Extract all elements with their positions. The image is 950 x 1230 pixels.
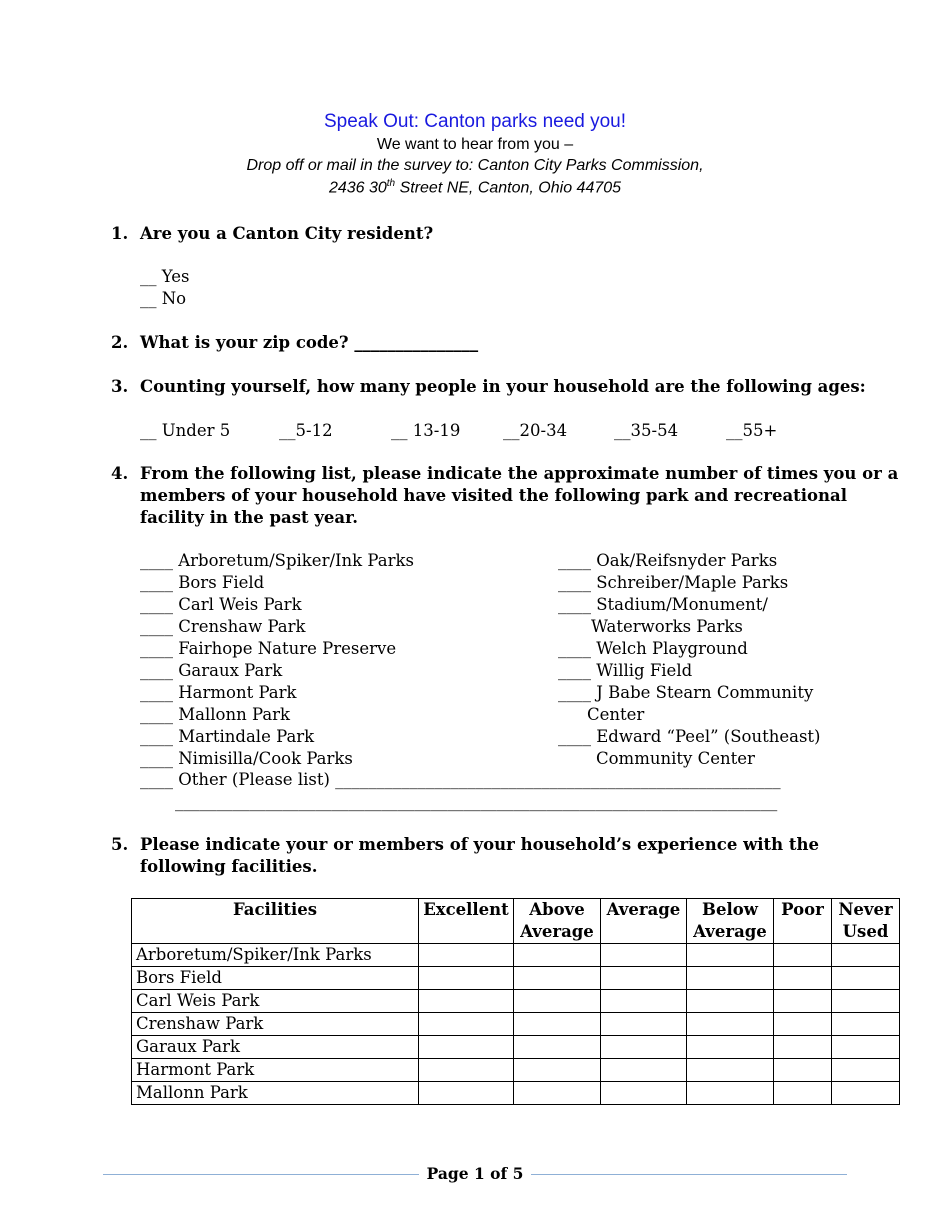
- facility-name: Mallonn Park: [132, 1082, 419, 1105]
- rating-cell[interactable]: [832, 944, 900, 967]
- survey-subtitle: We want to hear from you –: [376, 136, 574, 153]
- visit-j-babe-stearn-cont: Center: [587, 705, 645, 724]
- rating-cell[interactable]: [601, 1059, 687, 1082]
- visit-martindale[interactable]: ____ Martindale Park: [140, 727, 315, 746]
- rating-cell[interactable]: [774, 1082, 832, 1105]
- rating-cell[interactable]: [687, 1036, 774, 1059]
- visit-other[interactable]: ____ Other (Please list) ______________________________________________________: [140, 770, 781, 789]
- col-below-average: Below Average: [687, 899, 774, 944]
- visit-nimisilla[interactable]: ____ Nimisilla/Cook Parks: [140, 749, 353, 768]
- mail-instructions: Drop off or mail in the survey to: Canton City Parks Commission,: [246, 157, 704, 174]
- col-excellent: Excellent: [419, 899, 514, 944]
- rating-cell[interactable]: [601, 1082, 687, 1105]
- zip-code-field: What is your zip code? _______________: [140, 333, 479, 352]
- rating-cell[interactable]: [601, 967, 687, 990]
- visit-bors-field[interactable]: ____ Bors Field: [140, 573, 265, 592]
- table-row: [132, 944, 900, 967]
- table-row: [132, 1059, 900, 1082]
- rating-cell[interactable]: [514, 990, 601, 1013]
- age-20-34[interactable]: __20-34: [503, 421, 568, 440]
- table-row: [132, 1082, 900, 1105]
- col-average: Average: [601, 899, 687, 944]
- age-5-12[interactable]: __5-12: [279, 421, 333, 440]
- rating-cell[interactable]: [419, 990, 514, 1013]
- visit-oak-reifsnyder[interactable]: ____ Oak/Reifsnyder Parks: [558, 551, 778, 570]
- rating-cell[interactable]: [774, 967, 832, 990]
- visit-welch[interactable]: ____ Welch Playground: [558, 639, 748, 658]
- rating-cell[interactable]: [514, 967, 601, 990]
- table-header-row: [132, 899, 900, 944]
- visit-willig[interactable]: ____ Willig Field: [558, 661, 693, 680]
- question-4-text-2: members of your household have visited the following park and recreational: [140, 486, 848, 505]
- rating-cell[interactable]: [419, 944, 514, 967]
- facilities-rating-table: [131, 898, 900, 1105]
- age-55-plus[interactable]: __55+: [726, 421, 778, 440]
- rating-cell[interactable]: [419, 1013, 514, 1036]
- page-footer: [0, 1163, 950, 1185]
- question-5-text-2: following facilities.: [140, 857, 318, 876]
- visit-edward-peel-cont: Community Center: [596, 749, 755, 768]
- facility-name: Arboretum/Spiker/Ink Parks: [132, 944, 419, 967]
- answer-no[interactable]: __ No: [140, 289, 187, 308]
- col-above-average: Above Average: [514, 899, 601, 944]
- facility-name: Harmont Park: [132, 1059, 419, 1082]
- col-never-used: Never Used: [832, 899, 900, 944]
- rating-cell[interactable]: [419, 1082, 514, 1105]
- age-under-5[interactable]: __ Under 5: [140, 421, 231, 440]
- rating-cell[interactable]: [774, 990, 832, 1013]
- rating-cell[interactable]: [514, 1013, 601, 1036]
- rating-cell[interactable]: [601, 1013, 687, 1036]
- table-row: [132, 1036, 900, 1059]
- page-number: Page 1 of 5: [419, 1164, 532, 1183]
- visit-edward-peel[interactable]: ____ Edward “Peel” (Southeast): [558, 727, 821, 746]
- rating-cell[interactable]: [774, 1059, 832, 1082]
- rating-cell[interactable]: [687, 1013, 774, 1036]
- visit-j-babe-stearn[interactable]: ____ J Babe Stearn Community: [558, 683, 814, 702]
- rating-cell[interactable]: [687, 967, 774, 990]
- rating-cell[interactable]: [514, 1059, 601, 1082]
- rating-cell[interactable]: [687, 990, 774, 1013]
- visit-garaux[interactable]: ____ Garaux Park: [140, 661, 283, 680]
- rating-cell[interactable]: [687, 1082, 774, 1105]
- rating-cell[interactable]: [419, 967, 514, 990]
- visit-harmont[interactable]: ____ Harmont Park: [140, 683, 297, 702]
- rating-cell[interactable]: [687, 944, 774, 967]
- rating-cell[interactable]: [832, 1036, 900, 1059]
- table-row: [132, 990, 900, 1013]
- visit-fairhope[interactable]: ____ Fairhope Nature Preserve: [140, 639, 397, 658]
- table-row: [132, 1013, 900, 1036]
- col-poor: Poor: [774, 899, 832, 944]
- question-5-text-1: Please indicate your or members of your household’s experience with the: [140, 835, 820, 854]
- rating-cell[interactable]: [832, 1013, 900, 1036]
- mail-address: 2436 30th Street NE, Canton, Ohio 44705: [328, 178, 622, 197]
- rating-cell[interactable]: [832, 1082, 900, 1105]
- facility-name: Crenshaw Park: [132, 1013, 419, 1036]
- rating-cell[interactable]: [774, 944, 832, 967]
- rating-cell[interactable]: [832, 1059, 900, 1082]
- visit-carl-weis[interactable]: ____ Carl Weis Park: [140, 595, 302, 614]
- rating-cell[interactable]: [514, 1036, 601, 1059]
- visit-arboretum[interactable]: ____ Arboretum/Spiker/Ink Parks: [140, 551, 414, 570]
- visit-mallonn[interactable]: ____ Mallonn Park: [140, 705, 291, 724]
- visit-other-line-2[interactable]: _________________________________________________________________________: [175, 792, 778, 811]
- visit-stadium-cont: Waterworks Parks: [591, 617, 743, 636]
- rating-cell[interactable]: [832, 990, 900, 1013]
- rating-cell[interactable]: [514, 944, 601, 967]
- rating-cell[interactable]: [601, 990, 687, 1013]
- age-35-54[interactable]: __35-54: [614, 421, 679, 440]
- age-13-19[interactable]: __ 13-19: [391, 421, 461, 440]
- facility-name: Carl Weis Park: [132, 990, 419, 1013]
- col-facilities: Facilities: [132, 899, 419, 944]
- answer-yes[interactable]: __ Yes: [140, 267, 190, 286]
- rating-cell[interactable]: [514, 1082, 601, 1105]
- rating-cell[interactable]: [419, 1036, 514, 1059]
- rating-cell[interactable]: [687, 1059, 774, 1082]
- facility-name: Bors Field: [132, 967, 419, 990]
- visit-schreiber[interactable]: ____ Schreiber/Maple Parks: [558, 573, 789, 592]
- survey-title: Speak Out: Canton parks need you!: [323, 111, 627, 132]
- facility-name: Garaux Park: [132, 1036, 419, 1059]
- question-4-text-1: From the following list, please indicate the approximate number of times you or a: [140, 464, 899, 483]
- rating-cell[interactable]: [832, 967, 900, 990]
- visit-stadium[interactable]: ____ Stadium/Monument/: [558, 595, 768, 614]
- table-row: [132, 967, 900, 990]
- rating-cell[interactable]: [601, 1036, 687, 1059]
- rating-cell[interactable]: [601, 944, 687, 967]
- question-4-text-3: facility in the past year.: [140, 508, 359, 527]
- rating-cell[interactable]: [774, 1013, 832, 1036]
- visit-crenshaw[interactable]: ____ Crenshaw Park: [140, 617, 306, 636]
- rating-cell[interactable]: [774, 1036, 832, 1059]
- rating-cell[interactable]: [419, 1059, 514, 1082]
